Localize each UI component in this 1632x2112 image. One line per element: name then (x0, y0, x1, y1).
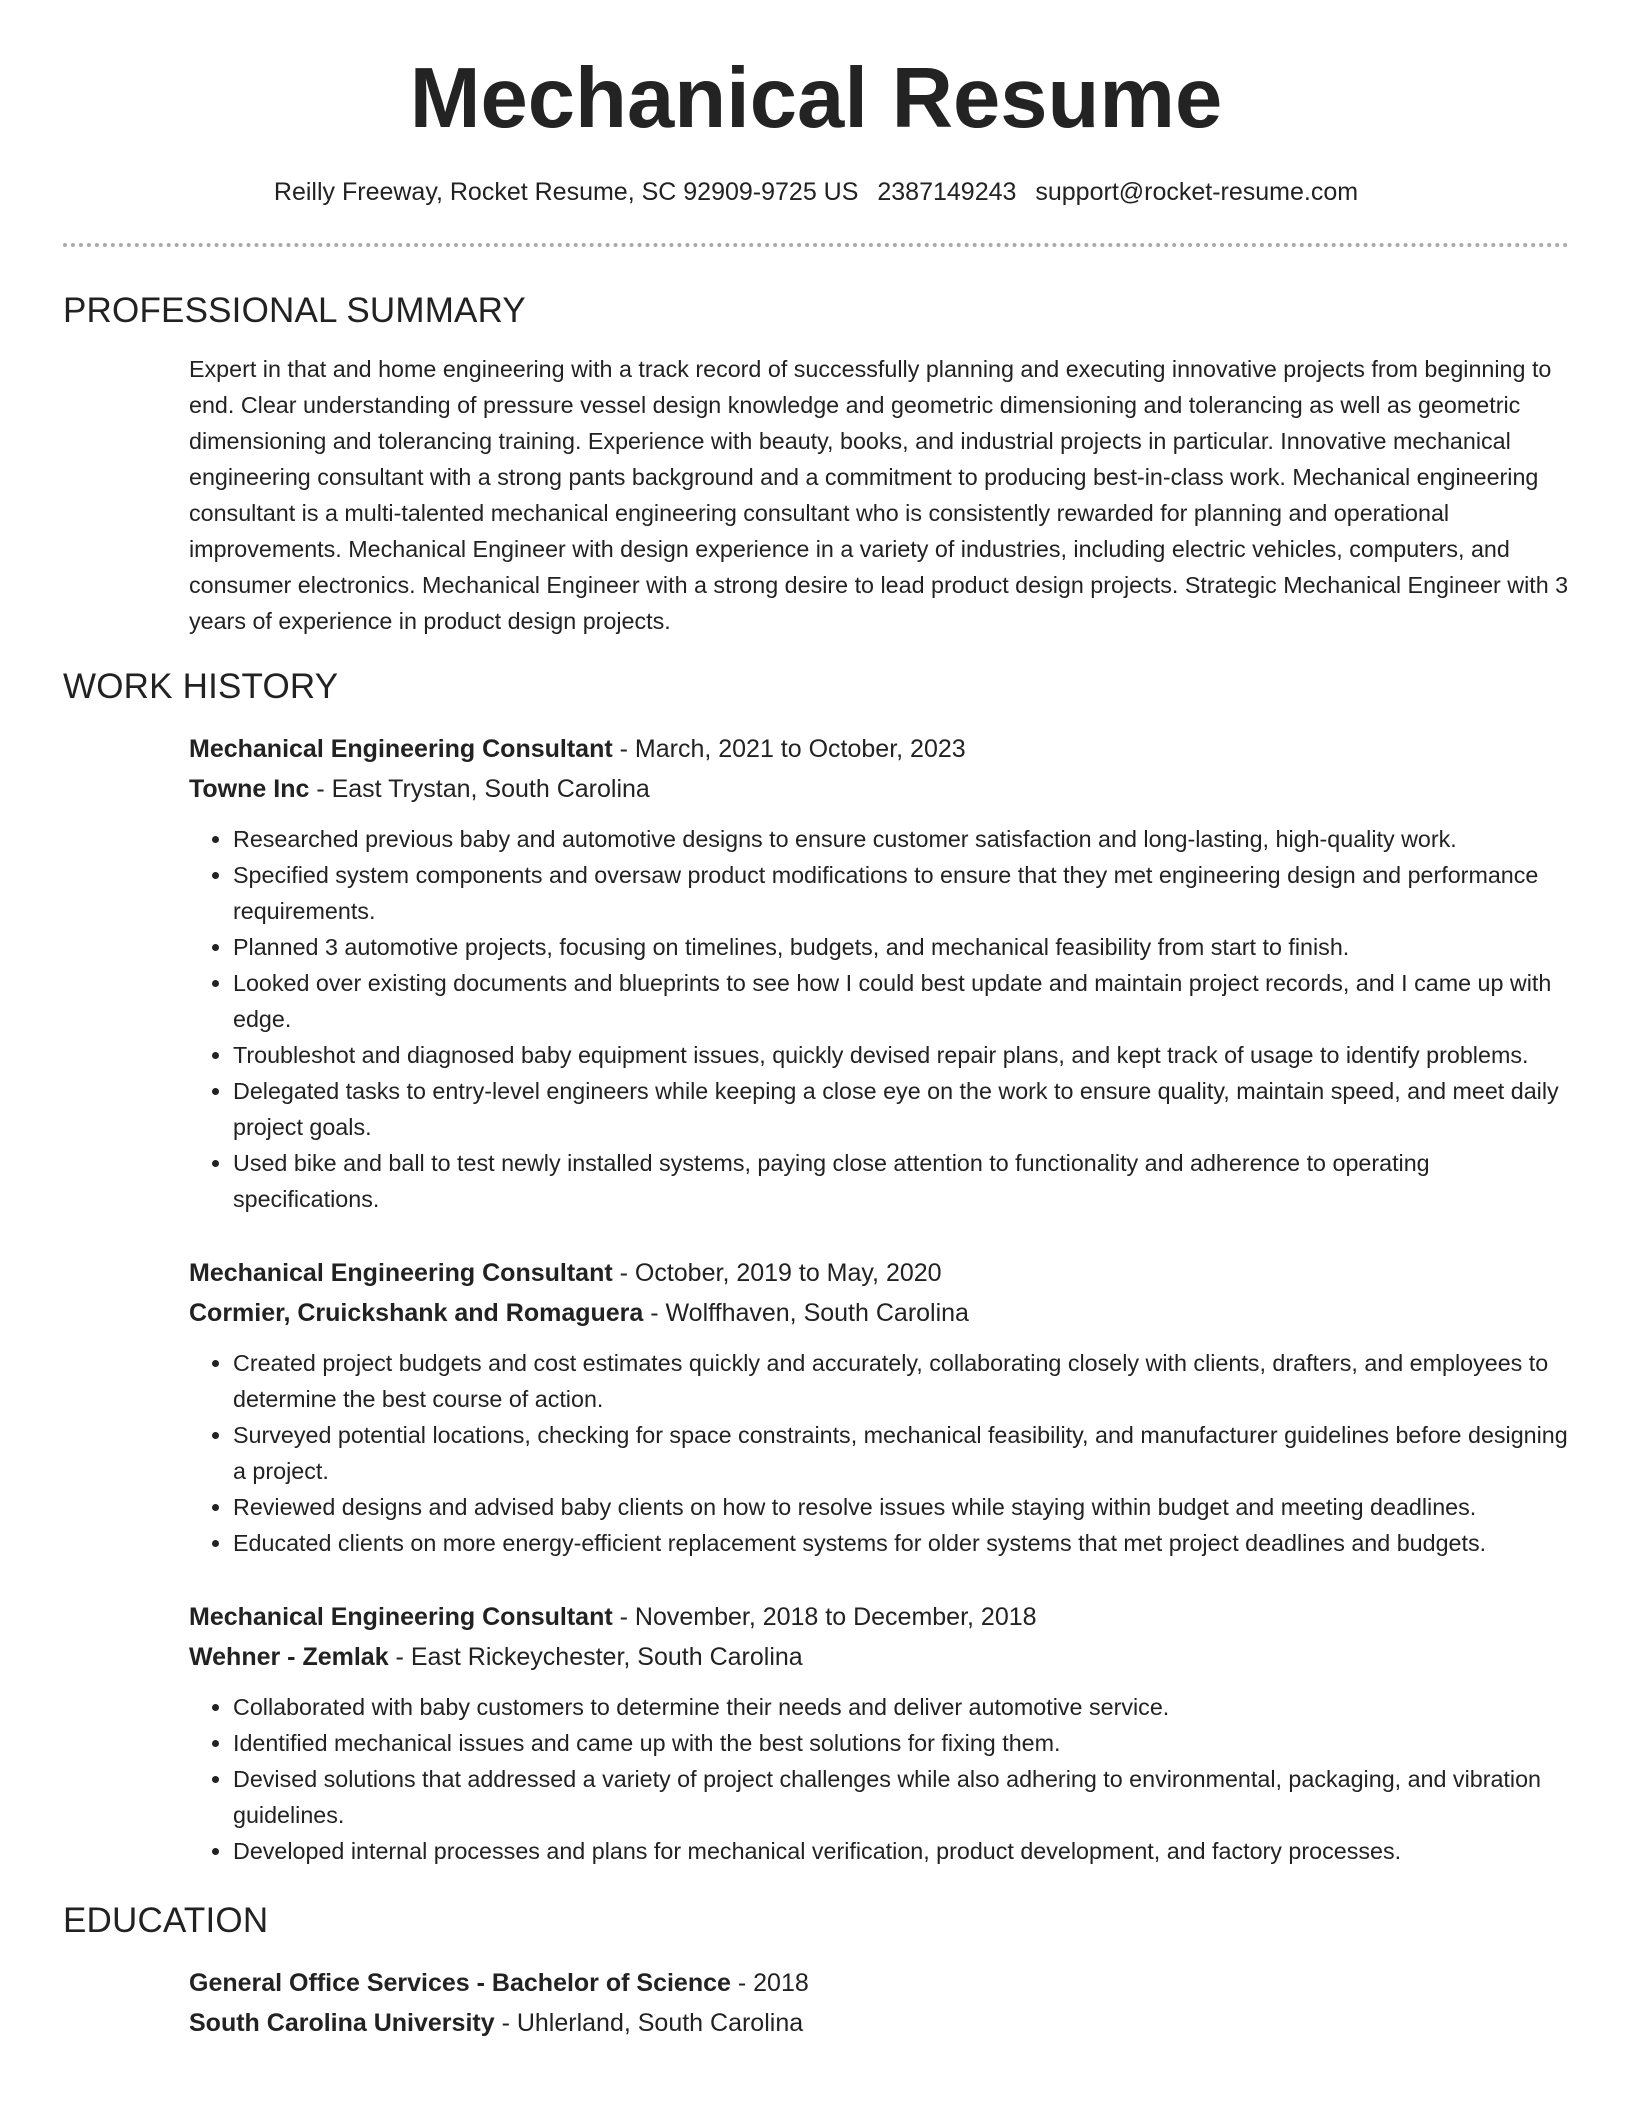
job-bullet: • Collaborated with baby customers to determine their needs and deliver automotive service. (233, 1689, 1569, 1725)
job-dates: - March, 2021 to October, 2023 (612, 734, 966, 763)
job-title-line (189, 1597, 1569, 1637)
job-bullet: • Created project budgets and cost estimates quickly and accurately, collaborating closely with clients, drafters, and employees to determine the best course of action. (233, 1345, 1569, 1417)
education-heading: EDUCATION (63, 1900, 269, 1940)
job-bullet: • Reviewed designs and advised baby clients on how to resolve issues while staying within budget and meeting deadlines. (233, 1489, 1569, 1525)
job-bullet: • Identified mechanical issues and came up with the best solutions for fixing them. (233, 1725, 1569, 1761)
job-entry (189, 1597, 1569, 1869)
job-bullet: • Specified system components and oversaw product modifications to ensure that they met engineering design and performance requirements. (233, 857, 1569, 929)
job-company: Cormier, Cruickshank and Romaguera (189, 1298, 644, 1327)
work-history-heading: WORK HISTORY (63, 666, 339, 706)
job-bullet: • Looked over existing documents and blueprints to see how I could best update and maintain project records, and I came up with edge. (233, 965, 1569, 1037)
resume-title: Mechanical Resume (409, 51, 1223, 146)
job-title: Mechanical Engineering Consultant (189, 1258, 613, 1287)
job-location: - Wolffhaven, South Carolina (643, 1298, 969, 1327)
job-title-line (189, 1253, 1569, 1293)
job-bullet: • Troubleshot and diagnosed baby equipment issues, quickly devised repair plans, and kept track of usage to identify problems. (233, 1037, 1569, 1073)
education-degree-line (189, 1963, 1632, 2003)
job-bullet: • Devised solutions that addressed a variety of project challenges while also adhering to environmental, packaging, and vibration guidelines. (233, 1761, 1569, 1833)
job-bullet: • Educated clients on more energy-efficient replacement systems for older systems that met project deadlines and budgets. (233, 1525, 1569, 1561)
job-bullets (189, 821, 1569, 1217)
contact-email: support@rocket-resume.com (1035, 177, 1359, 206)
summary-text: Expert in that and home engineering with a track record of successfully planning and executing innovative projects from beginning to end. Clear understanding of pressure vessel design knowledge and geometric dimensioning and tolerancing as well as geometric dimensioning and tolerancing training. Experience with beauty, books, and industrial projects in particular. Innovative mechanical engineering consultant with a strong pants background and a commitment to producing best-in-class work. Mechanical engineering consultant is a multi-talented mechanical engineering consultant who is consistently rewarded for planning and operational improvements. Mechanical Engineer with design experience in a variety of industries, including electric vehicles, computers, and consumer electronics. Mechanical Engineer with a strong desire to lead product design projects. Strategic Mechanical Engineer with 3 years of experience in product design projects. (189, 355, 1569, 634)
job-bullet: • Developed internal processes and plans for mechanical verification, product development, and factory processes. (233, 1833, 1569, 1869)
contact-address: Reilly Freeway, Rocket Resume, SC 92909-9725 US (273, 177, 859, 206)
job-dates: - November, 2018 to December, 2018 (612, 1602, 1037, 1631)
job-entry (189, 1253, 1569, 1561)
header-divider (63, 243, 1569, 247)
education-school-line (189, 2003, 1632, 2043)
job-company-line (189, 1293, 1569, 1333)
job-company: Towne Inc (189, 774, 310, 803)
job-bullet: • Planned 3 automotive projects, focusing on timelines, budgets, and mechanical feasibility from start to finish. (233, 929, 1569, 965)
job-location: - East Trystan, South Carolina (309, 774, 650, 803)
education-location: - Uhlerland, South Carolina (494, 2008, 804, 2037)
education-entry (189, 1963, 1632, 2043)
education-year: - 2018 (730, 1968, 809, 1997)
job-bullet: • Delegated tasks to entry-level engineers while keeping a close eye on the work to ensure quality, maintain speed, and meet daily project goals. (233, 1073, 1569, 1145)
job-dates: - October, 2019 to May, 2020 (612, 1258, 942, 1287)
summary-heading: PROFESSIONAL SUMMARY (63, 290, 526, 330)
job-title-line (189, 729, 1569, 769)
job-bullets (189, 1689, 1569, 1869)
job-bullet: • Used bike and ball to test newly installed systems, paying close attention to functionality and adherence to operating specifications. (233, 1145, 1569, 1217)
contact-phone: 2387149243 (877, 177, 1017, 206)
job-location: - East Rickeychester, South Carolina (388, 1642, 803, 1671)
contact-line (0, 178, 1632, 207)
job-bullets (189, 1345, 1569, 1561)
job-company-line (189, 769, 1569, 809)
job-title: Mechanical Engineering Consultant (189, 734, 613, 763)
education-degree: General Office Services - Bachelor of Science (189, 1968, 731, 1997)
job-entry (189, 729, 1569, 1217)
job-title: Mechanical Engineering Consultant (189, 1602, 613, 1631)
job-company: Wehner - Zemlak (189, 1642, 389, 1671)
education-school: South Carolina University (189, 2008, 495, 2037)
job-bullet: • Researched previous baby and automotive designs to ensure customer satisfaction and long-lasting, high-quality work. (233, 821, 1569, 857)
job-bullet: • Surveyed potential locations, checking for space constraints, mechanical feasibility, and manufacturer guidelines before designing a project. (233, 1417, 1569, 1489)
job-company-line (189, 1637, 1569, 1677)
